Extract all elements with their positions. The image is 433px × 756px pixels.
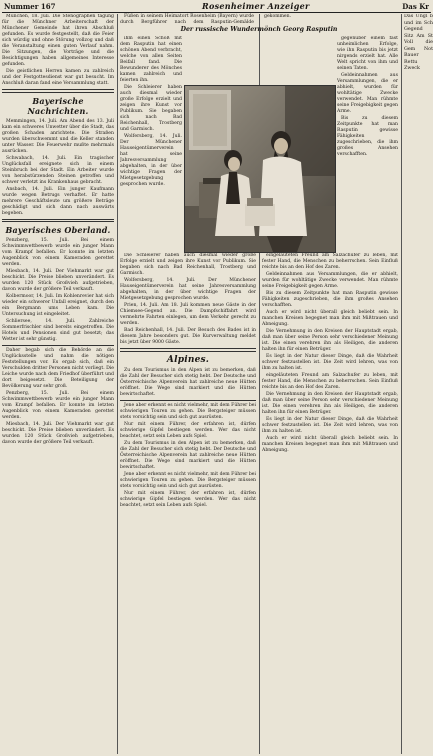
newspaper-title: Rosenheimer Anzeiger: [202, 1, 310, 11]
article-paragraph: Füßen in seinem Heimatort Rosenheim (Bayern) wurde durch Bergführer nach dem Rasputin-Gemälde gekommen.: [120, 14, 292, 25]
section-heading: Bayerische Nachrichten.: [27, 95, 89, 116]
column-4-cutoff: [404, 14, 433, 754]
article-paragraph: Die Vernehmung in den Kreisen der Hauptstadt ergab, daß man über seine Person sehr verschiedener Meinung ist. Die einen verehren ihn als Heiligen, die anderen halten ihn für einen Betrüger.: [262, 392, 398, 415]
article-paragraph: Geldeinnahmen aus Versammlungen, die er abhielt, wurden für wohltätige Zwecke verwendet. Man rühmte seine Freigebigkeit gegen Arme.: [337, 73, 398, 114]
article-paragraph: Die Vernehmung in den Kreisen der Hauptstadt ergab, daß man über seine Person sehr verschiedener Meinung ist. Die einen verehren ihn als Heiligen, die anderen halten ihn für einen Betrüger.: [262, 329, 398, 352]
article-paragraph: Daher begab sich die Behörde an die Unglücksstelle und nahm die nötigen Feststellungen vor. Es ergab sich, daß ein Verschulden dritter Personen nicht vorliegt. Die Leiche wurde nach dem Friedhof überführt und dort beigesetzt. Die Beteiligung der Bevölkerung war sehr groß.: [2, 348, 114, 389]
article-paragraph: Penzberg, 15. Juli. Bei einem Schwimmwettbewerb wurde ein junger Mann vom Krampf befallen. Er konnte im letzten Augenblick von einem Kameraden gerettet werden.: [2, 238, 114, 267]
article-paragraph: Das Ungl b und im Sch Gegend Sitz Am St Voll die Gem Not Bauer Rettu Zweck: [404, 14, 433, 71]
section-divider: [2, 89, 114, 93]
article-paragraph: Die Schleierer haben auch diesmal wieder große Erfolge erzielt und zeigen ihre Kunst vor Publikum. Sie begaben sich nach Bad Reichenhall, Trostberg und Garmisch.: [120, 85, 182, 132]
article-paragraph: Zu dem Tourismus in den Alpen ist zu bemerken, daß die Zahl der Besucher sich stetig hebt. Der Deutsche und Österreichische Alpenverein hat zahlreiche neue Hütten eröffnet. Die Wege sind markiert und die Hütten bewirtschaftet.: [120, 367, 256, 397]
column-2-bottom: [120, 253, 256, 753]
article-paragraph: Nur mit einem Führer, der erfahren ist, dürfen schwierige Gipfel bestiegen werden. Wer das nicht beachtet, setzt sein Leben aufs Spiel.: [120, 490, 256, 508]
article-paragraph: Penzberg, 15. Juli. Bei einem Schwimmwettbewerb wurde ein junger Mann vom Krampf befallen. Er konnte im letzten Augenblick von einem Kameraden gerettet werden.: [2, 391, 114, 420]
article-paragraph: Bis zu diesem Zeitpunkte hat man Rasputin gewisse Fähigkeiten zugeschrieben, die ihm großes Ansehen verschafften.: [337, 116, 398, 157]
section-divider: [2, 219, 114, 223]
issue-number: Nummer 167: [4, 2, 56, 11]
masthead-right: Das Kr: [402, 2, 429, 11]
article-paragraph: Jene aber erkennt es nicht vielmehr, mit dem Führer bei schwierigen Touren zu gehen. Die Bergsteiger müssen stets vorsichtig sein und sich gut ausrüsten.: [120, 471, 256, 489]
rasputin-photograph: [184, 85, 336, 253]
article-paragraph: Nur mit einem Führer, der erfahren ist, dürfen schwierige Gipfel bestiegen werden. Wer das nicht beachtet, setzt sein Leben aufs Spiel.: [120, 421, 256, 439]
article-paragraph: Die Schleierer haben auch diesmal wieder große Erfolge erzielt und zeigen ihre Kunst vor Publikum. Sie begaben sich nach Bad Reichenhall, Trostberg und Garmisch.: [120, 253, 256, 276]
article-paragraph: Kolbermoor, 14. Juli. Im Kohlenrevier hat sich wieder ein schwerer Unfall ereignet, durch den ein Bergmann ums Leben kam. Die Untersuchung ist eingeleitet.: [2, 294, 114, 317]
column-1: [2, 14, 114, 754]
article-paragraph: Schwabach, 14. Juli. Ein tragischer Unglücksfall ereignete sich in einem Steinbruch bei der Stadt. Ein Arbeiter wurde von herabstürzenden Steinen getroffen und schwer verletzt ins Krankenhaus gebracht.: [2, 155, 114, 185]
divider: [120, 400, 256, 401]
divider: [2, 345, 114, 346]
article-paragraph: Wolfersberg, 14. Juli. Der Münchener Hauseigentümerverein hat seine Jahresversammlung abgehalten, in der über wichtige Fragen der Mietgesetzgebung gesprochen wurde.: [120, 278, 256, 301]
photo-heading: Der russische Wundermönch Georg Rasputin: [180, 26, 338, 33]
article-paragraph: Die geistlichen Herren kamen zu zahlreich und der Festgottesdienst war gut besucht. Im Anschluß daran fand eine Versammlung statt.: [2, 69, 114, 86]
article-paragraph: Schliersee, 14. Juli. Zahlreiche Sommerfrischler sind bereits eingetroffen. Die Hotels und Pensionen sind gut besetzt; das Wetter ist sehr günstig.: [2, 319, 114, 342]
article-paragraph: ihm einen Schoß mit dem Rasputin hat einen schönen Abend verbracht, welche von allen Seiten Beifall fand. Die Bewunderer des Mönches kamen zahlreich und feierten ihn.: [120, 36, 182, 83]
article-paragraph: Memmingen, 14. Juli. Am Abend des 13. Juli kam ein schweres Unwetter über die Stadt, das großen Schaden anrichtete. Die Straßen wurden überschwemmt und die Keller standen unter Wasser. Die Feuerwehr mußte mehrmals ausrücken.: [2, 118, 114, 154]
article-paragraph: Bis zu diesem Zeitpunkte hat man Rasputin gewisse Fähigkeiten zugeschrieben, die ihm großes Ansehen verschafften.: [262, 291, 398, 308]
column-3-bottom: [262, 253, 398, 753]
article-paragraph: Prien, 14. Juli. Am 18. Juli kommen neue Gäste in der Chiemsee-Gegend an. Die Dampfschiffahrt wird vermehrte Fahrten einlegen, um dem Verkehr gerecht zu werden.: [120, 303, 256, 326]
column-3-top: [337, 36, 398, 251]
article-paragraph: Es liegt in der Natur dieser Dinge, daß die Wahrheit schwer festzustellen ist. Die Zeit wird lehren, was von ihm zu halten ist.: [262, 417, 398, 434]
article-paragraph: Miesbach, 14. Juli. Der Viehmarkt war gut beschickt. Die Preise blieben unverändert. Es wurden 120 Stück Großvieh aufgetrieben, davon wurde der größere Teil verkauft.: [2, 422, 114, 445]
article-paragraph: Ansbach, 14. Juli. Ein junger Kaufmann wurde wegen Betrugs verhaftet. Er hatte mehrere Geschäftsleute um größere Beträge geschädigt und sich dann nach auswärts begeben.: [2, 186, 114, 216]
article-paragraph: eingeläuteten Freund am Salzachufer zu leben, mit fester Hand, die Menschen zu beherrschen. Sein Einfluß reichte bis an den Hof des Zaren.: [262, 373, 398, 390]
article-paragraph: Geldeinnahmen aus Versammlungen, die er abhielt, wurden für wohltätige Zwecke verwendet. Man rühmte seine Freigebigkeit gegen Arme.: [262, 272, 398, 289]
article-paragraph: gegenüber einem fast unheimlichen Erfolge, wie ihn Rasputin bis jetzt nirgends erzielt hat. Alle Welt spricht von ihm und seinen Taten.: [337, 36, 398, 71]
top-intro: [120, 14, 398, 35]
article-paragraph: eingeläuteten Freund am Salzachufer zu leben, mit fester Hand, die Menschen zu beherrschen. Sein Einfluß reichte bis an den Hof des Zaren.: [262, 253, 398, 270]
article-paragraph: Miesbach, 14. Juli. Der Viehmarkt war gut beschickt. Die Preise blieben unverändert. Es wurden 120 Stück Großvieh aufgetrieben, davon wurde der größere Teil verkauft.: [2, 269, 114, 292]
article-paragraph: Bad Reichenhall, 14. Juli. Der Besuch des Bades ist in diesem Jahre besonders gut. Die Kurverwaltung meldet bis jetzt über 9000 Gäste.: [120, 328, 256, 345]
article-paragraph: Auch er wird nicht überall gleich beliebt sein. In manchen Kreisen begegnet man ihm mit Mißtrauen und Abneigung.: [262, 310, 398, 327]
masthead: [2, 1, 431, 13]
article-paragraph: Jene aber erkennt es nicht vielmehr, mit dem Führer bei schwierigen Touren zu gehen. Die Bergsteiger müssen stets vorsichtig sein und sich gut ausrüsten.: [120, 402, 256, 420]
section-heading: Bayerisches Oberland.: [5, 225, 111, 235]
article-paragraph: München, 18. Juli. Die Stenographen tagung für die Münchner Arbeiterschaft der Münchener Gemeinde hat ihren Abschluß gefunden. Es wurde festgestellt, daß die Feier sich würdig und ohne Störung vollzog und daß die Veranstaltung einen guten Verlauf nahm. Die Sitzungen, die Vorträge und die Besichtigungen haben allgemeines Interesse gefunden.: [2, 14, 114, 67]
section-heading: Alpines.: [166, 354, 210, 365]
article-paragraph: Zu dem Tourismus in den Alpen ist zu bemerken, daß die Zahl der Besucher sich stetig hebt. Der Deutsche und Österreichische Alpenverein hat zahlreiche neue Hütten eröffnet. Die Wege sind markiert und die Hütten bewirtschaftet.: [120, 440, 256, 470]
article-paragraph: Es liegt in der Natur dieser Dinge, daß die Wahrheit schwer festzustellen ist. Die Zeit wird lehren, was von ihm zu halten ist.: [262, 354, 398, 371]
column-rule: [401, 14, 402, 754]
column-2-top: [120, 36, 182, 251]
article-paragraph: Wolfersberg, 14. Juli. Der Münchener Hauseigentümerverein hat seine Jahresversammlung abgehalten, in der über wichtige Fragen der Mietgesetzgebung gesprochen wurde.: [120, 134, 182, 187]
column-rule: [117, 14, 118, 754]
article-paragraph: Auch er wird nicht überall gleich beliebt sein. In manchen Kreisen begegnet man ihm mit Mißtrauen und Abneigung.: [262, 436, 398, 453]
section-divider: [120, 348, 256, 352]
